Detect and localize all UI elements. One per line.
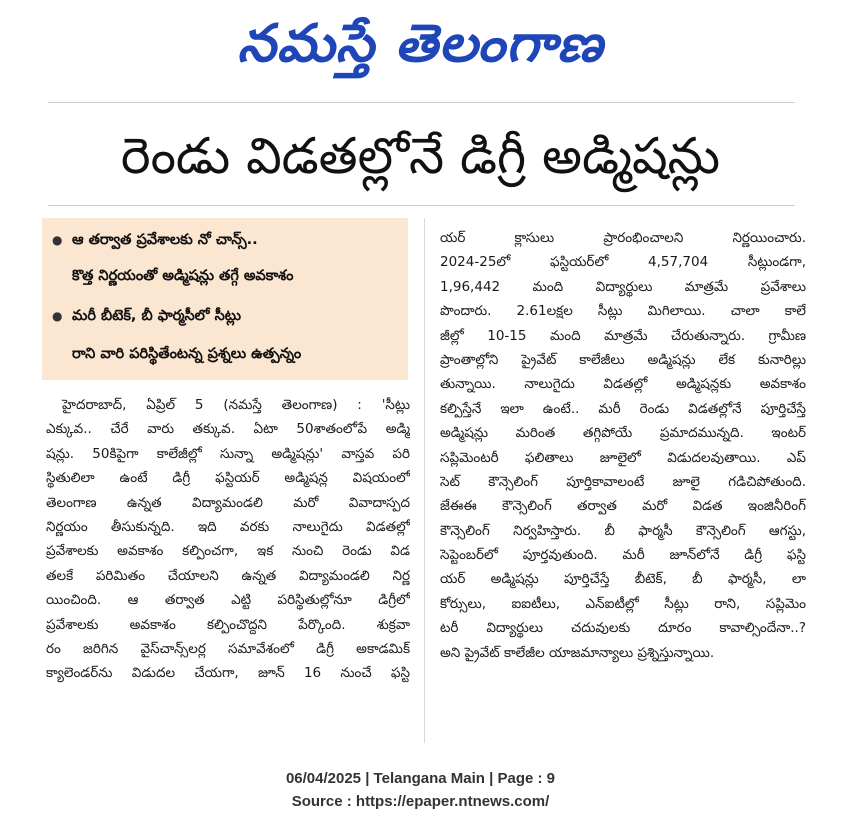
body-line: జేఈఈ కౌన్సెలింగ్ తర్వాత మరో విడత ఇంజినీరింగ్ bbox=[440, 498, 806, 515]
masthead-divider bbox=[48, 102, 795, 103]
body-line: కల్పిస్తేనే ఇలా ఉంటే.. మరీ రెండు విడతల్లోనే పూర్తిచేస్తే bbox=[440, 400, 806, 417]
body-line: యించింది. ఆ తర్వాత ఎట్టి పరిస్థితుల్లోనూ డిగ్రీలో bbox=[46, 592, 410, 609]
footer-date-edition: 06/04/2025 | Telangana Main | Page : 9 bbox=[285, 770, 556, 787]
body-line: తున్నాయి. నాలుగైదు విడతల్లో అడ్మిషన్లకు అవకాశం bbox=[440, 376, 806, 393]
body-line: ప్రవేశాలకు అవకాశం కల్పించొద్దని పేర్కొంది. శుక్రవా bbox=[46, 616, 410, 633]
body-line: రం జరిగిన వైస్‌చాన్స్‌లర్ల సమావేశంలో డిగ్రీ అకాడమిక్ bbox=[46, 640, 410, 657]
highlight-item bbox=[52, 222, 404, 258]
body-line: అడ్మిషన్లు మరింత తగ్గిపోయే ప్రమాదమున్నది. ఇంటర్ bbox=[440, 425, 806, 442]
body-line: యర్ అడ్మిషన్లు పూర్తిచేస్తే బీటెక్, బీ ఫార్మసీ, లా bbox=[440, 571, 806, 588]
newspaper-masthead bbox=[0, 6, 841, 82]
body-line: సప్లిమెంటరీ ఫలితాలు జూలైలో విడుదలవుతాయి. ఎప్ bbox=[440, 449, 806, 466]
body-line: ప్రవేశాలకు అవకాశం కల్పించగా, ఇక నుంచి రెండు విడ bbox=[46, 543, 410, 560]
body-line: స్థితులిలా ఉంటే డిగ్రీ ఫస్టియర్ అడ్మిషన్ల విషయంలో bbox=[46, 470, 410, 487]
body-line: తెలంగాణ ఉన్నత విద్యామండలి మరో వివాదాస్పద bbox=[46, 494, 410, 511]
body-line: ఎక్కువ.. చేరే వారు తక్కువ. ఏటా 50శాతంలోపే అడ్మి bbox=[46, 421, 410, 438]
body-line: టరీ విద్యార్థులు చదువులకు దూరం కావాల్సిందేనా..? bbox=[440, 620, 806, 637]
headline-divider bbox=[48, 205, 795, 206]
body-line: షన్లు. 50కిపైగా కాలేజీల్లో సున్నా అడ్మిషన్లు' వాస్తవ పరి bbox=[46, 445, 410, 462]
body-line: యర్ క్లాసులు ప్రారంభించాలని నిర్ణయించారు. bbox=[440, 230, 806, 246]
body-line: 1,96,442 మంది విద్యార్థులు మాత్రమే ప్రవేశాలు bbox=[440, 278, 806, 295]
body-line: 2024-25లో ఫస్టియర్‌లో 4,57,704 సీట్లుండగా, bbox=[440, 254, 806, 271]
body-line: పొందారు. 2.61లక్షల సీట్లు మిగిలాయి. చాలా కాలే bbox=[440, 303, 806, 320]
masthead-logo-text: నమస్తే తెలంగాణ bbox=[237, 14, 604, 74]
body-line: ప్రాంతాల్లోని ప్రైవేట్ కాలేజీలు అడ్మిషన్లు లేక కునారిల్లు bbox=[440, 351, 806, 368]
highlights-box bbox=[42, 218, 408, 380]
column-divider bbox=[424, 218, 425, 743]
article-body-right-column bbox=[440, 226, 806, 665]
body-line: హైదరాబాద్, ఏప్రిల్ 5 (నమస్తే తెలంగాణ) : 'సీట్లు bbox=[62, 397, 410, 413]
body-line: సెప్టెంబర్‌లో పూర్తవుతుంది. మరీ జూన్‌లోనే డిగ్రీ ఫస్టి bbox=[440, 547, 806, 564]
bullet-icon: ● bbox=[52, 233, 63, 247]
body-line: కౌన్సెలింగ్ నిర్వహిస్తారు. బీ ఫార్మసీ కౌన్సెలింగ్ ఆగస్టు, bbox=[440, 522, 806, 539]
body-line: క్యాలెండర్‌ను విడుదల చేయగా, జూన్ 16 నుంచే ఫస్టి bbox=[46, 665, 410, 682]
highlight-item bbox=[52, 298, 404, 334]
highlight-text: మరీ బీటెక్, బీ ఫార్మసీలో సీట్లు bbox=[72, 308, 242, 324]
highlight-continuation: కొత్త నిర్ణయంతో అడ్మిషన్లు తగ్గే అవకాశం bbox=[72, 268, 294, 284]
body-line: నిర్ణయం తీసుకున్నది. ఇది వరకు నాలుగైదు విడతల్లో bbox=[46, 518, 410, 535]
body-line: తలకే పరిమితం చేయాలని ఉన్నత విద్యామండలి నిర్ణ bbox=[46, 567, 410, 584]
body-line: సెట్ కౌన్సెలింగ్ పూర్తికావాలంటే జూలై గడిచిపోతుంది. bbox=[440, 473, 806, 490]
article-headline: రెండు విడతల్లోనే డిగ్రీ అడ్మిషన్లు bbox=[120, 127, 721, 185]
body-line: కోర్సులు, ఐఐటీలు, ఎన్ఐటీల్లో సీట్లు రాని, సప్లిమెం bbox=[440, 595, 806, 612]
bullet-icon: ● bbox=[52, 309, 63, 323]
highlight-text: ఆ తర్వాత ప్రవేశాలకు నో చాన్స్.. bbox=[72, 232, 258, 248]
body-line: అని ప్రైవేట్ కాలేజీల యాజమాన్యాలు ప్రశ్నిస్తున్నాయి. bbox=[440, 644, 715, 661]
highlight-continuation: రాని వారి పరిస్థితేంటన్న ప్రశ్నలు ఉత్పన్నం bbox=[72, 346, 302, 362]
article-body-left-column bbox=[46, 393, 410, 686]
footer-source: Source : https://epaper.ntnews.com/ bbox=[291, 793, 550, 810]
body-line: జీల్లో 10-15 మంది మాత్రమే చేరుతున్నారు. గ్రామీణ bbox=[440, 327, 806, 344]
